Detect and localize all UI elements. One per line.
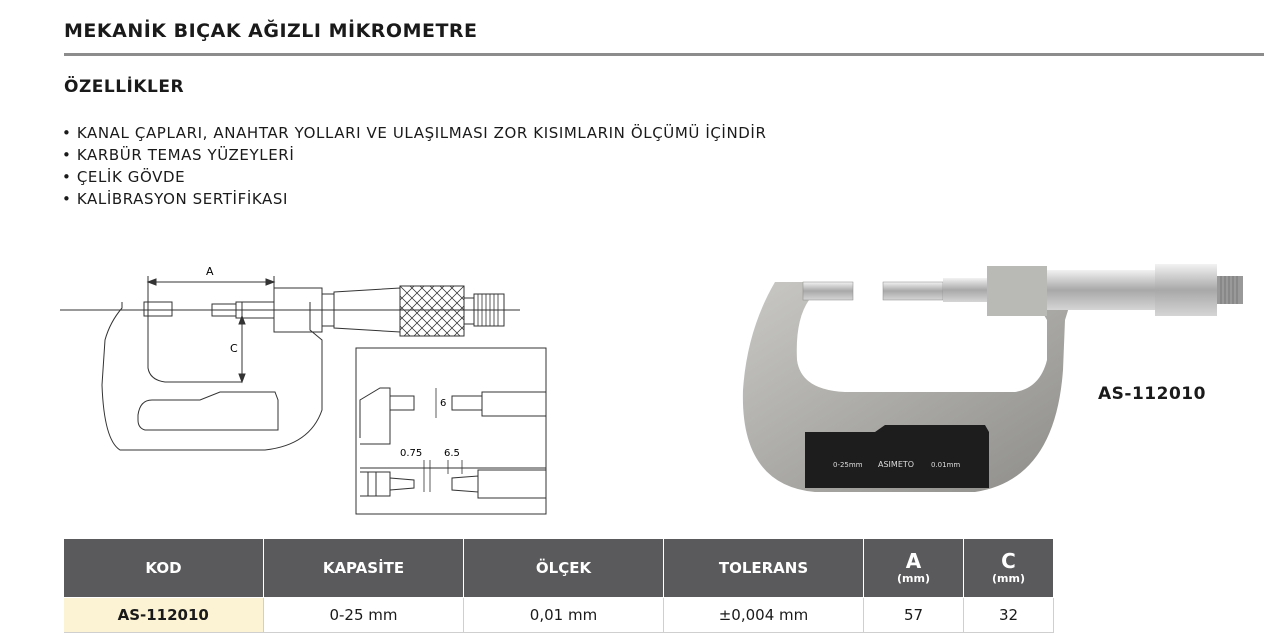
feature-item: • KALİBRASYON SERTİFİKASI [62,188,766,210]
frame-text-right: 0.01mm [931,461,961,469]
micrometer-image [735,260,1265,500]
cell-a: 57 [864,598,964,633]
frame-brand: ASIMETO [878,460,915,469]
header-kapasite: KAPASİTE [264,539,464,598]
cell-c: 32 [964,598,1054,633]
header-a [864,539,964,598]
cell-olcek: 0,01 mm [464,598,664,633]
header-a-label: A [905,549,922,573]
detail-dim-075: 0.75 [400,448,423,459]
dim-c-label: C [230,342,238,355]
cell-kapasite: 0-25 mm [264,598,464,633]
header-c-unit: (mm) [992,572,1025,585]
cell-tolerans: ±0,004 mm [664,598,864,633]
detail-dim-65: 6.5 [444,448,460,459]
header-kod: KOD [64,539,264,598]
features-heading: ÖZELLİKLER [64,77,185,97]
feature-list [62,122,766,210]
spec-table [63,539,1054,633]
header-c [964,539,1054,598]
dim-a-label: A [206,265,214,278]
cell-kod: AS-112010 [64,598,264,633]
feature-item: • ÇELİK GÖVDE [62,166,766,188]
frame-text-left: 0-25mm [833,461,863,469]
technical-drawing [60,260,560,525]
title-divider [64,53,1264,56]
feature-item: • KANAL ÇAPLARI, ANAHTAR YOLLARI VE ULAŞILMASI ZOR KISIMLARIN ÖLÇÜMÜ İÇİNDİR [62,122,766,144]
detail-dim-6: 6 [440,398,447,409]
table-header-row [64,539,1054,598]
table-row [64,598,1054,633]
header-tolerans: TOLERANS [664,539,864,598]
header-olcek: ÖLÇEK [464,539,664,598]
feature-item: • KARBÜR TEMAS YÜZEYLERİ [62,144,766,166]
header-c-label: C [1001,549,1016,573]
page-title: MEKANİK BIÇAK AĞIZLI MİKROMETRE [64,20,478,42]
product-code-label: AS-112010 [1098,384,1206,404]
header-a-unit: (mm) [897,572,930,585]
